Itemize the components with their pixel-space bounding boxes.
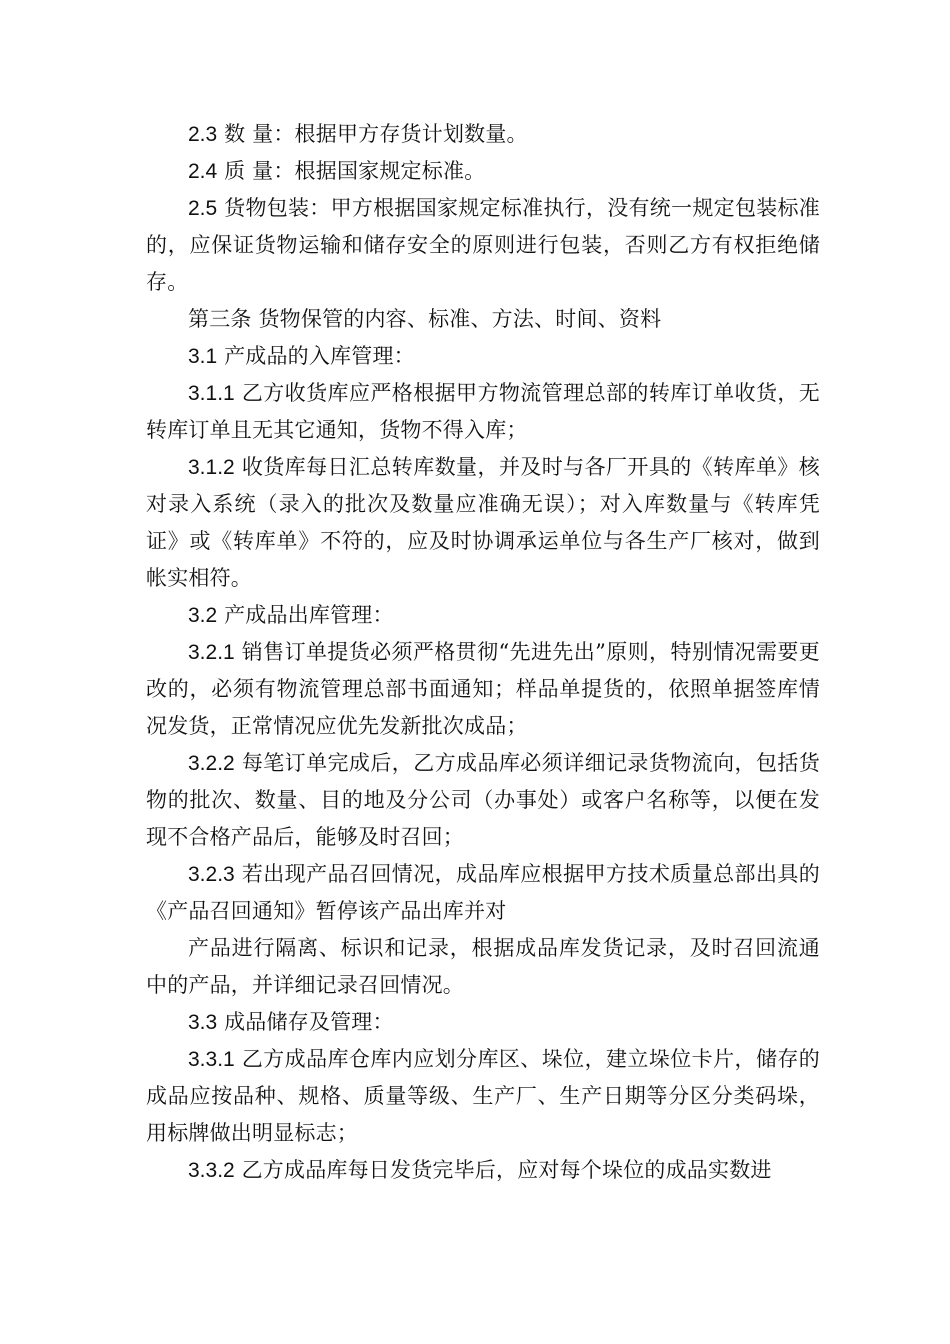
paragraph-2-3 (146, 116, 820, 153)
paragraph-3-3-1 (146, 1041, 820, 1152)
paragraph-text: 第三条 货物保管的内容、标准、方法、时间、资料 (188, 307, 662, 331)
paragraph-text: 收货库每日汇总转库数量，并及时与各厂开具的《转库单》核对录入系统（录入的批次及数量应准确无误）；对入库数量与《转库凭证》或《转库单》不符的，应及时协调承运单位与各生产厂核对，做到帐实相符。 (146, 455, 820, 590)
clause-number: 3.2.3 (188, 863, 235, 886)
article-three-heading (146, 301, 820, 338)
paragraph-text: 货物包装：甲方根据国家规定标准执行，没有统一规定包装标准的，应保证货物运输和储存安全的原则进行包装，否则乙方有权拒绝储存。 (146, 196, 820, 294)
paragraph-3-1-2 (146, 449, 820, 597)
clause-number: 3.1.2 (188, 456, 235, 479)
paragraph-3-1-1 (146, 375, 820, 449)
paragraph-3-2 (146, 597, 820, 634)
paragraph-3-2-1 (146, 634, 820, 745)
paragraph-text: 产品进行隔离、标识和记录，根据成品库发货记录，及时召回流通中的产品，并详细记录召回情况。 (146, 936, 820, 997)
paragraph-3-2-2 (146, 745, 820, 856)
paragraph-2-5 (146, 190, 820, 301)
clause-number: 3.1 (188, 345, 218, 368)
clause-number: 3.1.1 (188, 382, 235, 405)
clause-number: 2.3 (188, 123, 218, 146)
paragraph-text: 每笔订单完成后，乙方成品库必须详细记录货物流向，包括货物的批次、数量、目的地及分公司（办事处）或客户名称等，以便在发现不合格产品后，能够及时召回； (146, 751, 820, 849)
paragraph-text: 成品储存及管理： (217, 1010, 394, 1034)
clause-number: 3.2 (188, 604, 218, 627)
paragraph-text: 若出现产品召回情况，成品库应根据甲方技术质量总部出具的《产品召回通知》暂停该产品出库并对 (146, 862, 820, 923)
paragraph-text: 乙方成品库仓库内应划分库区、垛位，建立垛位卡片，储存的成品应按品种、规格、质量等级、生产厂、生产日期等分区分类码垛，用标牌做出明显标志； (146, 1047, 820, 1145)
paragraph-text: 产成品出库管理： (217, 603, 394, 627)
clause-number: 3.3.1 (188, 1048, 235, 1071)
clause-number: 3.2.2 (188, 752, 235, 775)
paragraph-3-3-2 (146, 1152, 820, 1189)
paragraph-text: 质 量：根据国家规定标准。 (217, 159, 486, 183)
paragraph-text: 数 量：根据甲方存货计划数量。 (217, 122, 528, 146)
clause-number: 3.3 (188, 1011, 218, 1034)
paragraph-3-2-3-continued (146, 930, 820, 1004)
paragraph-text: 销售订单提货必须严格贯彻“先进先出”原则，特别情况需要更改的，必须有物流管理总部书面通知；样品单提货的，依照单据签库情况发货，正常情况应优先发新批次成品； (146, 640, 820, 738)
clause-number: 3.2.1 (188, 641, 235, 664)
paragraph-3-2-3 (146, 856, 820, 930)
clause-number: 2.4 (188, 160, 218, 183)
clause-number: 3.3.2 (188, 1159, 235, 1182)
document-body (146, 116, 820, 1189)
paragraph-2-4 (146, 153, 820, 190)
paragraph-text: 乙方收货库应严格根据甲方物流管理总部的转库订单收货，无转库订单且无其它通知，货物不得入库； (146, 381, 820, 442)
clause-number: 2.5 (188, 197, 218, 220)
paragraph-text: 产成品的入库管理： (217, 344, 415, 368)
paragraph-text: 乙方成品库每日发货完毕后，应对每个垛位的成品实数进 (234, 1158, 772, 1182)
paragraph-3-1 (146, 338, 820, 375)
paragraph-3-3 (146, 1004, 820, 1041)
